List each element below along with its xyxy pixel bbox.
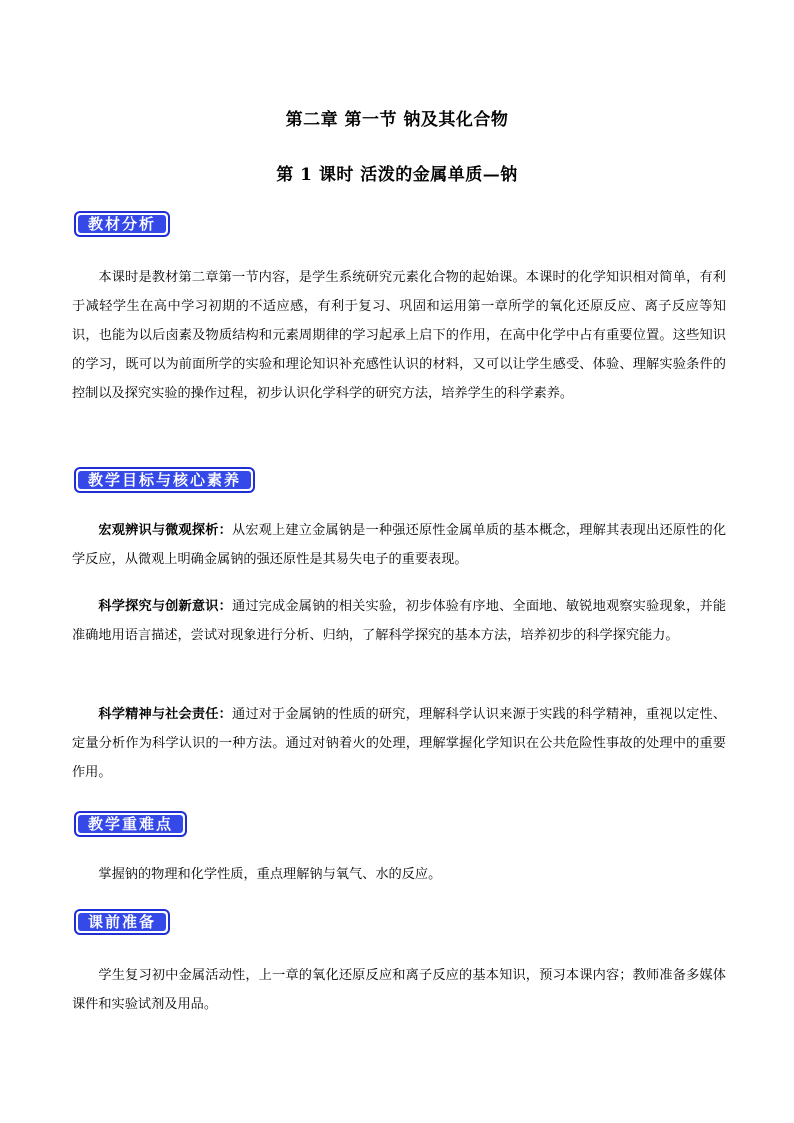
goal-label: 宏观辨识与微观探析： bbox=[98, 523, 232, 538]
goal-text: 通过对于金属钠的性质的研究，理解科学认识来源于实践的科学精神，重视以定性、定量分析作为科学认识的一种方法。通过对钠着火的处理，理解掌握化学知识在公共危险性事故的处理中的重要作用。 bbox=[72, 707, 727, 780]
section-badge-analysis bbox=[74, 211, 170, 237]
lesson-title: 第 1 课时 活泼的金属单质—钠 bbox=[276, 165, 518, 185]
keypoints-paragraph: 掌握钠的物理和化学性质，重点理解钠与氧气、水的反应。 bbox=[98, 867, 442, 882]
goal-label: 科学精神与社会责任： bbox=[98, 707, 232, 722]
goal-item bbox=[72, 700, 726, 787]
section-heading-keypoints: 教学重难点 bbox=[78, 815, 183, 833]
section-badge-goals bbox=[74, 467, 255, 493]
analysis-paragraph: 本课时是教材第二章第一节内容，是学生系统研究元素化合物的起始课。本课时的化学知识相对简单，有利于减轻学生在高中学习初期的不适应感，有利于复习、巩固和运用第一章所学的氧化还原反应、离子反应等知识，也能为以后卤素及物质结构和元素周期律的学习起承上启下的作用，在高中化学中占有重要位置。这些知识的学习，既可以为前面所学的实验和理论知识补充感性认识的材料，又可以让学生感受、体验、理解实验条件的控制以及探究实验的操作过程，初步认识化学科学的研究方法，培养学生的科学素养。 bbox=[72, 270, 726, 401]
section-heading-preparation: 课前准备 bbox=[78, 913, 166, 931]
goal-item bbox=[72, 592, 726, 650]
chapter-title: 第二章 第一节 钠及其化合物 bbox=[285, 110, 509, 130]
goal-text: 从宏观上建立金属钠是一种强还原性金属单质的基本概念，理解其表现出还原性的化学反应，从微观上明确金属钠的强还原性是其易失电子的重要表现。 bbox=[72, 523, 727, 567]
goal-label: 科学探究与创新意识： bbox=[98, 599, 232, 614]
preparation-paragraph: 学生复习初中金属活动性，上一章的氧化还原反应和离子反应的基本知识，预习本课内容；教师准备多媒体课件和实验试剂及用品。 bbox=[72, 968, 726, 1012]
section-badge-keypoints bbox=[74, 811, 187, 837]
section-badge-preparation bbox=[74, 909, 170, 935]
section-heading-goals: 教学目标与核心素养 bbox=[78, 471, 251, 489]
section-heading-analysis: 教材分析 bbox=[78, 215, 166, 233]
goal-text: 通过完成金属钠的相关实验，初步体验有序地、全面地、敏锐地观察实验现象，并能准确地用语言描述，尝试对现象进行分析、归纳，了解科学探究的基本方法，培养初步的科学探究能力。 bbox=[72, 599, 727, 643]
goal-item bbox=[72, 516, 726, 574]
